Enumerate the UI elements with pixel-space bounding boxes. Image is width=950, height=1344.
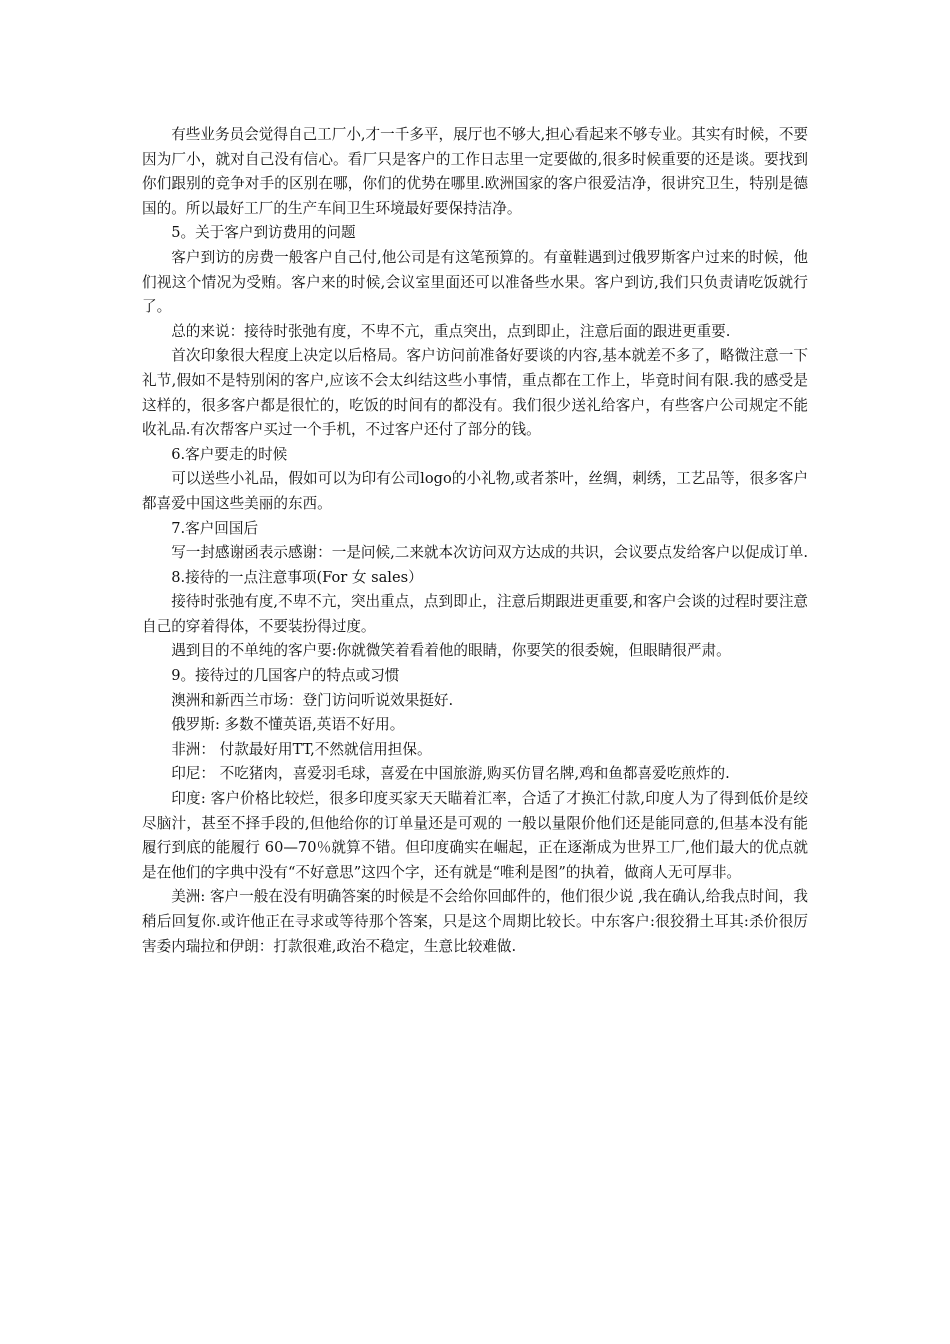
paragraph-visit-costs: 客户到访的房费一般客户自己付,他公司是有这笔预算的。有童鞋遇到过俄罗斯客户过来的时候，他们视这个情况为受贿。客户来的时候,会议室里面还可以准备些水果。客户到访,我们只负责请吃饭就行了。 <box>142 248 808 316</box>
paragraph-thank-you-letter: 写一封感谢函表示感谢：一是问候,二来就本次访问双方达成的共识，会议要点发给客户以促成订单. <box>171 544 809 562</box>
paragraph-summary: 总的来说：接待时张弛有度，不卑不亢，重点突出，点到即止，注意后面的跟进更重要. <box>171 322 731 340</box>
paragraph-africa: 非洲： 付款最好用TT,不然就信用担保。 <box>171 740 432 758</box>
paragraph-indonesia: 印尼： 不吃猪肉，喜爱羽毛球，喜爱在中国旅游,购买仿冒名牌,鸡和鱼都喜爱吃煎炸的. <box>171 765 730 783</box>
heading-visit-costs: 5。关于客户到访费用的问题 <box>171 224 356 242</box>
heading-country-habits: 9。接待过的几国客户的特点或习惯 <box>171 667 400 685</box>
heading-client-leaving: 6.客户要走的时候 <box>171 445 288 463</box>
heading-notes-female-sales: 8.接待的一点注意事项(For 女 sales） <box>171 568 423 586</box>
paragraph-india: 印度: 客户价格比较烂，很多印度买家天天瞄着汇率，合适了才换汇付款,印度人为了得到低价是绞尽脑汁，甚至不择手段的,但他给你的订单量还是可观的 一般以量限价他们还是能同意的,但基本没有能履行到底的能履行 60—70％就算不错。但印度确实在崛起，正在逐渐成为世界工厂,他们最大的优点就是在他们的字典中没有“不好意思”这四个字，还有就是“唯利是图”的执着，做商人无可厚非。 <box>142 790 808 881</box>
document-body <box>142 123 808 959</box>
paragraph-reception-manner: 接待时张弛有度,不卑不亢，突出重点，点到即止，注意后期跟进更重要,和客户会谈的过程时要注意自己的穿着得体，不要装扮得过度。 <box>142 593 809 635</box>
paragraph-improper-clients: 遇到目的不单纯的客户要:你就微笑着看着他的眼睛，你要笑的很委婉，但眼睛很严肃。 <box>171 642 731 660</box>
paragraph-first-impression: 首次印象很大程度上决定以后格局。客户访问前准备好要谈的内容,基本就差不多了，略微注意一下礼节,假如不是特别闲的客户,应该不会太纠结这些小事情，重点都在工作上，毕竟时间有限.我的感受是这样的，很多客户都是很忙的，吃饭的时间有的都没有。我们很少送礼给客户，有些客户公司规定不能收礼品.有次帮客户买过一个手机，不过客户还付了部分的钱。 <box>142 347 808 439</box>
paragraph-russia: 俄罗斯: 多数不懂英语,英语不好用。 <box>171 716 405 734</box>
paragraph-gifts: 可以送些小礼品，假如可以为印有公司logo的小礼物,或者茶叶，丝绸，刺绣，工艺品等，很多客户都喜爱中国这些美丽的东西。 <box>142 470 808 512</box>
paragraph-australia-nz: 澳洲和新西兰市场：登门访问听说效果挺好. <box>171 691 454 709</box>
paragraph-factory-visit: 有些业务员会觉得自己工厂小,才一千多平，展厅也不够大,担心看起来不够专业。其实有时候，不要因为厂小，就对自己没有信心。看厂只是客户的工作日志里一定要做的,很多时候重要的还是谈。要找到你们跟别的竞争对手的区别在哪，你们的优势在哪里.欧洲国家的客户很爱洁净，很讲究卫生，特别是德国的。所以最好工厂的生产车间卫生环境最好要保持洁净。 <box>142 126 809 217</box>
heading-after-return: 7.客户回国后 <box>171 519 259 537</box>
paragraph-americas-middle-east: 美洲: 客户一般在没有明确答案的时候是不会给你回邮件的，他们很少说 ,我在确认,给我点时间，我稍后回复你.或许他正在寻求或等待那个答案，只是这个周期比较长。中东客户:很狡猾土耳其:杀价很厉害委内瑞拉和伊朗：打款很难,政治不稳定，生意比较难做. <box>142 888 808 955</box>
